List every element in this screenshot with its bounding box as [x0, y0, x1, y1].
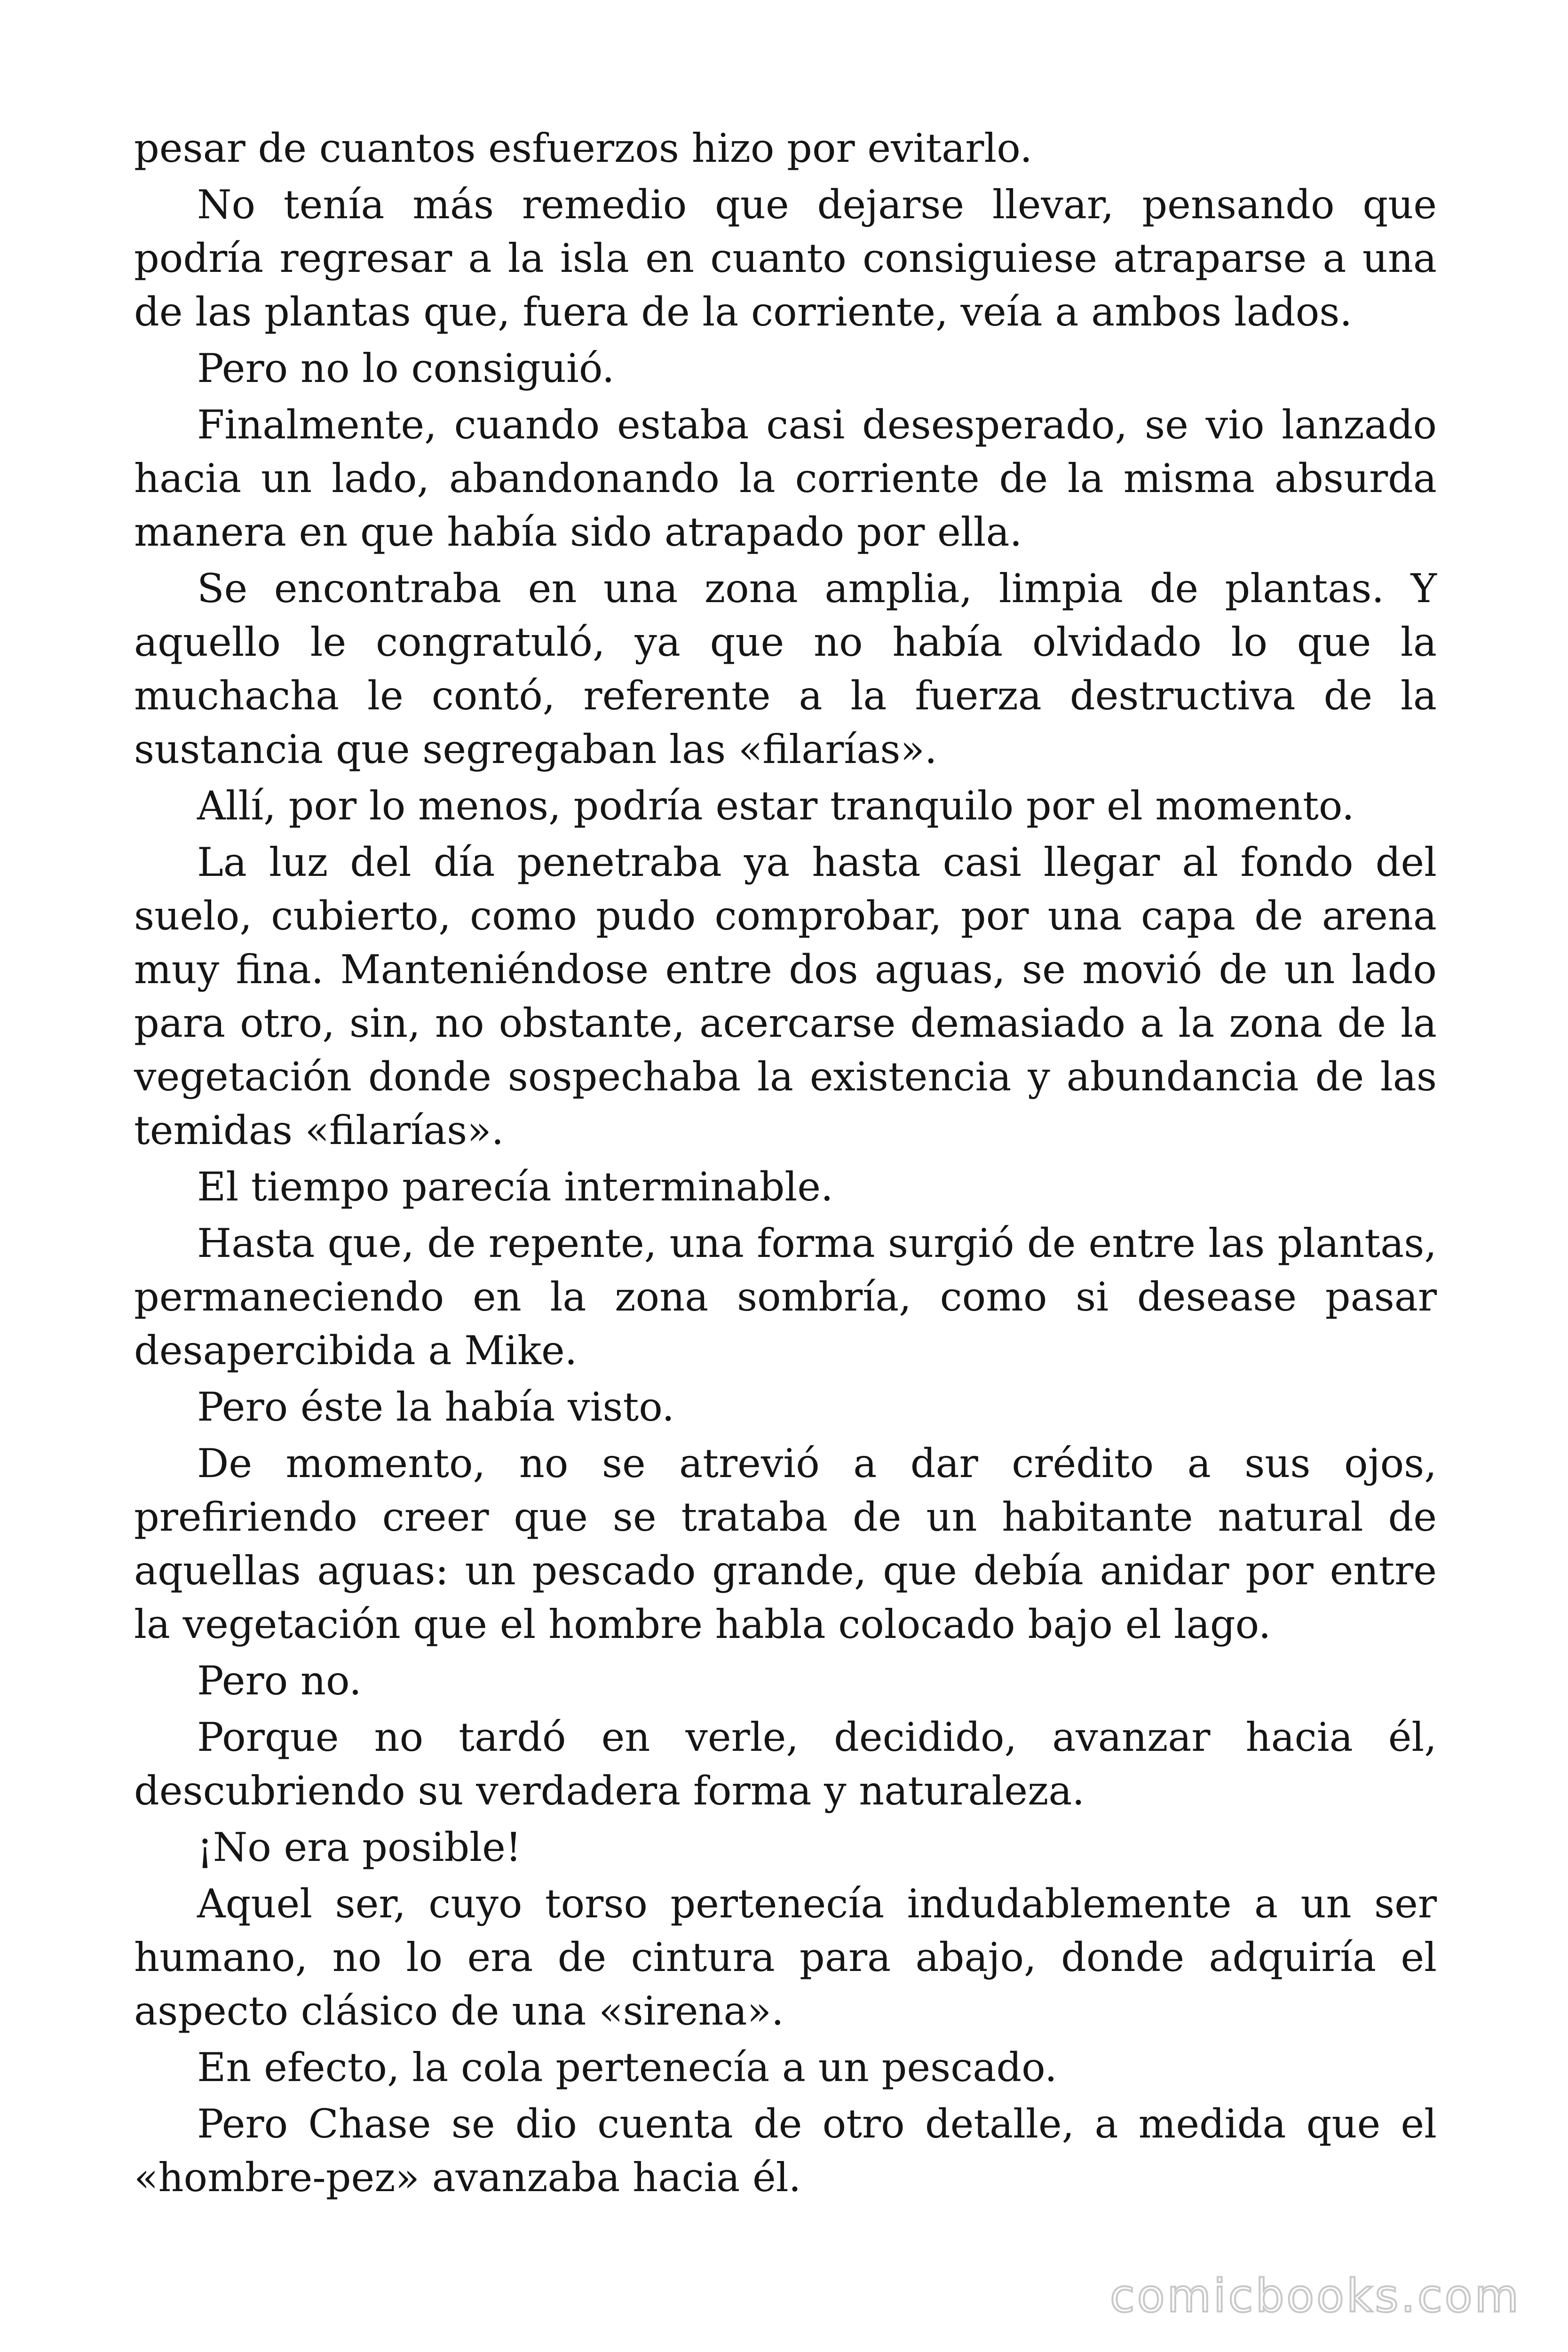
paragraph-12: Pero no. [197, 1658, 362, 1704]
paragraph-14: ¡No era posible! [197, 1824, 522, 1870]
paragraph-1: pesar de cuantos esfuerzos hizo por evitarlo. [134, 125, 1033, 171]
paragraph-11: De momento, no se atrevió a dar crédito a sus ojos, prefiriendo creer que se trataba de un habitante natural de aquellas aguas: un pescado grande, que debía anidar por entre la vegetación que el hombre habla colocado bajo el lago. [134, 1440, 1437, 1647]
paragraph-9: Hasta que, de repente, una forma surgió de entre las plantas, permaneciendo en la zona sombría, como si desease pasar desapercibida a Mike. [134, 1220, 1437, 1374]
paragraph-15: Aquel ser, cuyo torso pertenecía indudablemente a un ser humano, no lo era de cintura para abajo, donde adquiría el aspecto clásico de una «sirena». [134, 1881, 1437, 2034]
paragraph-13: Porque no tardó en verle, decidido, avanzar hacia él, descubriendo su verdadera forma y naturaleza. [134, 1714, 1437, 1814]
paragraph-2: No tenía más remedio que dejarse llevar, pensando que podría regresar a la isla en cuanto consiguiese atraparse a una de las plantas que, fuera de la corriente, veía a ambos lados. [134, 182, 1437, 335]
page-body [134, 121, 1437, 2207]
paragraph-4: Finalmente, cuando estaba casi desesperado, se vio lanzado hacia un lado, abandonando la corriente de la misma absurda manera en que había sido atrapado por ella. [134, 402, 1437, 555]
paragraph-8: El tiempo parecía interminable. [197, 1164, 833, 1210]
paragraph-10: Pero éste la había visto. [197, 1384, 675, 1430]
paragraph-5: Se encontraba en una zona amplia, limpia de plantas. Y aquello le congratuló, ya que no había olvidado lo que la muchacha le contó, referente a la fuerza destructiva de la sustancia que segregaban las «filarías». [134, 565, 1437, 772]
watermark-text: comicbooks.com [1109, 2270, 1521, 2322]
paragraph-17: Pero Chase se dio cuenta de otro detalle, a medida que el «hombre-pez» avanzaba hacia él. [134, 2101, 1437, 2201]
paragraph-16: En efecto, la cola pertenecía a un pescado. [197, 2044, 1057, 2090]
paragraph-3: Pero no lo consiguió. [197, 345, 615, 391]
paragraph-6: Allí, por lo menos, podría estar tranquilo por el momento. [197, 783, 1354, 829]
paragraph-7: La luz del día penetraba ya hasta casi llegar al fondo del suelo, cubierto, como pudo comprobar, por una capa de arena muy fina. Manteniéndose entre dos aguas, se movió de un lado para otro, sin, no obstante, acercarse demasiado a la zona de la vegetación donde sospechaba la existencia y abundancia de las temidas «filarías». [134, 839, 1437, 1153]
